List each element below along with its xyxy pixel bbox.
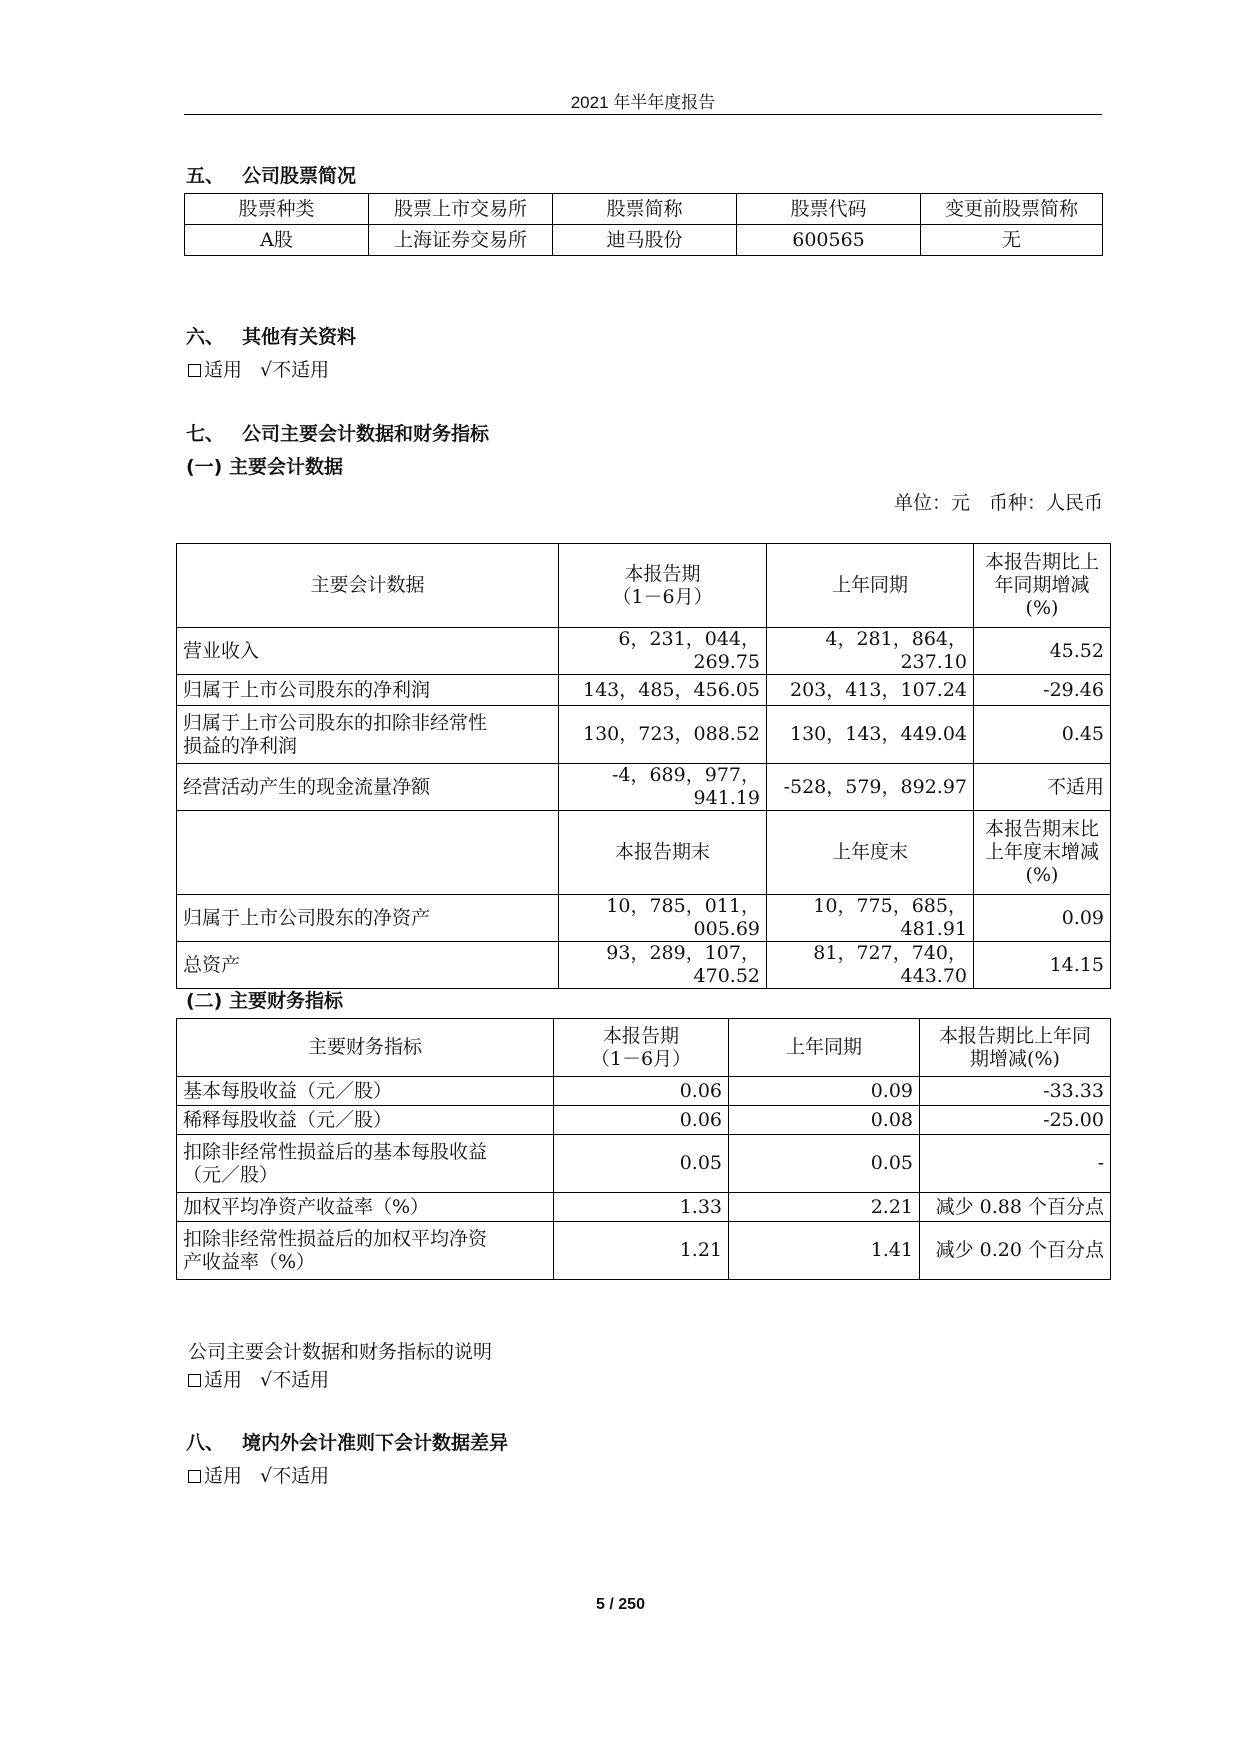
row-prior: 4，281，864，237.10 — [767, 628, 974, 675]
row-label: 经营活动产生的现金流量净额 — [177, 764, 559, 811]
row-label: 扣除非经常性损益后的加权平均净资 产收益率（%） — [177, 1222, 554, 1280]
table-row — [177, 1077, 1111, 1106]
row-change: -29.46 — [974, 675, 1111, 706]
stock-header-short-name: 股票简称 — [553, 194, 737, 225]
row-label: 扣除非经常性损益后的基本每股收益 （元／股） — [177, 1135, 554, 1193]
accounting-header2-period-end: 本报告期末 — [559, 811, 767, 895]
row-current: 93，289，107，470.52 — [559, 942, 767, 989]
section6-number: 六、 — [186, 326, 225, 348]
table-row — [177, 1106, 1111, 1135]
section6-applicability — [188, 355, 329, 382]
row-prior: 1.41 — [729, 1222, 920, 1280]
page-number: 5 / 250 — [596, 1596, 645, 1613]
accounting-header-prior: 上年同期 — [767, 544, 974, 628]
section7-heading — [186, 419, 489, 446]
row-label: 归属于上市公司股东的净资产 — [177, 895, 559, 942]
indicators-header-prior: 上年同期 — [729, 1019, 920, 1077]
unchecked-box-icon — [188, 1470, 201, 1483]
table-row — [177, 1222, 1111, 1280]
accounting-header2-row — [177, 811, 1111, 895]
stock-code: 600565 — [737, 225, 921, 256]
section5-title: 公司股票简况 — [242, 165, 357, 187]
stock-info-table — [184, 193, 1103, 256]
stock-short-name: 迪马股份 — [553, 225, 737, 256]
stock-former-name: 无 — [921, 225, 1103, 256]
row-current: -4，689，977，941.19 — [559, 764, 767, 811]
row-prior: 10，775，685，481.91 — [767, 895, 974, 942]
accounting-header2-item — [177, 811, 559, 895]
row-current: 1.21 — [554, 1222, 729, 1280]
section6-title: 其他有关资料 — [242, 326, 357, 348]
section6-option-not-applicable: √不适用 — [260, 359, 330, 381]
row-prior: 0.05 — [729, 1135, 920, 1193]
currency-unit-note: 单位：元 币种：人民币 — [893, 492, 1103, 514]
unchecked-box-icon — [188, 1374, 201, 1387]
row-change: 减少 0.20 个百分点 — [920, 1222, 1111, 1280]
indicators-header-row — [177, 1019, 1111, 1077]
row-current: 10，785，011，005.69 — [559, 895, 767, 942]
stock-table-row — [185, 225, 1103, 256]
row-prior: 130，143，449.04 — [767, 706, 974, 764]
stock-header-code: 股票代码 — [737, 194, 921, 225]
page-header-title: 2021 年半年度报告 — [570, 93, 716, 112]
stock-type: A股 — [185, 225, 369, 256]
table-row — [177, 628, 1111, 675]
row-change: 14.15 — [974, 942, 1111, 989]
row-label: 加权平均净资产收益率（%） — [177, 1193, 554, 1222]
accounting-data-table — [176, 543, 1111, 989]
row-change: -33.33 — [920, 1077, 1111, 1106]
row-current: 130，723，088.52 — [559, 706, 767, 764]
row-change: 0.45 — [974, 706, 1111, 764]
table-row — [177, 764, 1111, 811]
row-current: 0.05 — [554, 1135, 729, 1193]
table-row — [177, 706, 1111, 764]
row-label: 基本每股收益（元／股） — [177, 1077, 554, 1106]
row-change: 0.09 — [974, 895, 1111, 942]
row-current: 0.06 — [554, 1106, 729, 1135]
row-change: -25.00 — [920, 1106, 1111, 1135]
accounting-header2-year-end: 上年度末 — [767, 811, 974, 895]
unchecked-box-icon — [188, 364, 201, 377]
row-label: 稀释每股收益（元／股） — [177, 1106, 554, 1135]
row-current: 143，485，456.05 — [559, 675, 767, 706]
stock-header-type: 股票种类 — [185, 194, 369, 225]
row-prior: 2.21 — [729, 1193, 920, 1222]
row-change: 不适用 — [974, 764, 1111, 811]
row-label: 归属于上市公司股东的净利润 — [177, 675, 559, 706]
section8-number: 八、 — [186, 1432, 225, 1454]
row-prior: 0.09 — [729, 1077, 920, 1106]
section7-sub1-title: (一) 主要会计数据 — [186, 456, 343, 478]
section8-option-not-applicable: √不适用 — [260, 1465, 330, 1487]
financial-indicators-table — [176, 1018, 1111, 1280]
section8-option-applicable: 适用 — [204, 1465, 243, 1487]
table-row — [177, 942, 1111, 989]
indicators-header-current: 本报告期 （1－6月） — [554, 1019, 729, 1077]
section6-option-applicable: 适用 — [204, 359, 243, 381]
row-current: 6，231，044，269.75 — [559, 628, 767, 675]
section7-number: 七、 — [186, 423, 225, 445]
row-prior: -528，579，892.97 — [767, 764, 974, 811]
row-change: - — [920, 1135, 1111, 1193]
table-row — [177, 895, 1111, 942]
section8-applicability — [188, 1461, 329, 1488]
indicators-explanation-title: 公司主要会计数据和财务指标的说明 — [188, 1341, 493, 1363]
explanation-applicability — [188, 1365, 329, 1392]
header-rule — [184, 114, 1102, 115]
row-prior: 81，727，740，443.70 — [767, 942, 974, 989]
indicators-header-item: 主要财务指标 — [177, 1019, 554, 1077]
section8-heading — [186, 1428, 508, 1455]
row-current: 1.33 — [554, 1193, 729, 1222]
accounting-header-change: 本报告期比上 年同期增减 (%) — [974, 544, 1111, 628]
section7-sub2-title: (二) 主要财务指标 — [186, 990, 343, 1012]
row-label: 归属于上市公司股东的扣除非经常性 损益的净利润 — [177, 706, 559, 764]
row-change: 45.52 — [974, 628, 1111, 675]
accounting-header-item: 主要会计数据 — [177, 544, 559, 628]
section5-number: 五、 — [186, 165, 225, 187]
accounting-header2-change: 本报告期末比 上年度末增减 (%) — [974, 811, 1111, 895]
explain-option-applicable: 适用 — [204, 1369, 243, 1391]
accounting-header-row — [177, 544, 1111, 628]
indicators-header-change: 本报告期比上年同 期增减(%) — [920, 1019, 1111, 1077]
section5-heading — [186, 161, 356, 188]
table-row — [177, 1135, 1111, 1193]
row-current: 0.06 — [554, 1077, 729, 1106]
stock-header-former-name: 变更前股票简称 — [921, 194, 1103, 225]
accounting-header-current: 本报告期 （1－6月） — [559, 544, 767, 628]
stock-exchange: 上海证券交易所 — [369, 225, 553, 256]
row-change: 减少 0.88 个百分点 — [920, 1193, 1111, 1222]
stock-header-exchange: 股票上市交易所 — [369, 194, 553, 225]
section7-title: 公司主要会计数据和财务指标 — [242, 423, 490, 445]
table-row — [177, 675, 1111, 706]
row-prior: 0.08 — [729, 1106, 920, 1135]
section6-heading — [186, 322, 356, 349]
stock-table-header-row — [185, 194, 1103, 225]
explain-option-not-applicable: √不适用 — [260, 1369, 330, 1391]
section8-title: 境内外会计准则下会计数据差异 — [242, 1432, 509, 1454]
row-label: 总资产 — [177, 942, 559, 989]
table-row — [177, 1193, 1111, 1222]
row-label: 营业收入 — [177, 628, 559, 675]
row-prior: 203，413，107.24 — [767, 675, 974, 706]
